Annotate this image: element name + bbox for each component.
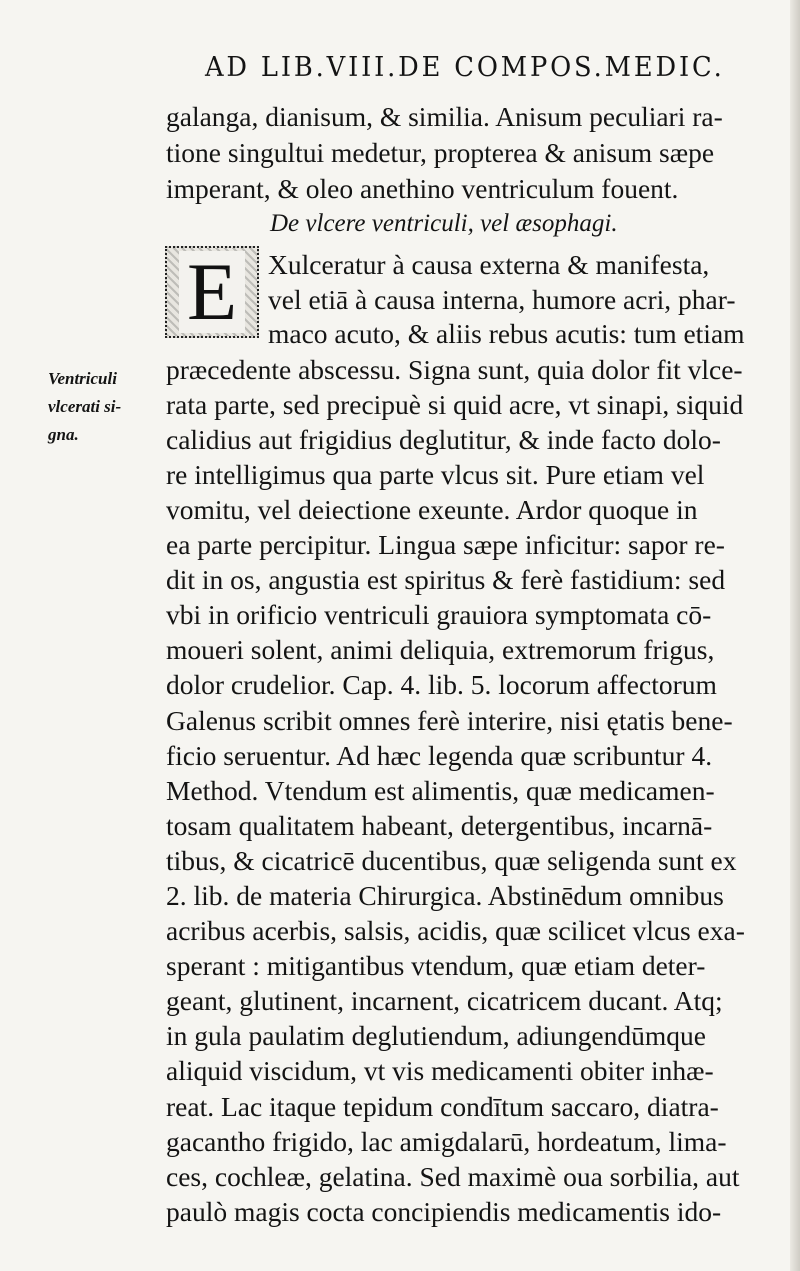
text-line: dolor crudelior. Cap. 4. lib. 5. locorum affectorum xyxy=(166,669,717,700)
text-line: tosam qualitatem habeant, detergentibus, incarnā- xyxy=(166,810,713,841)
marginal-note-line: vlcerati si- xyxy=(48,397,122,416)
text-line: vbi in orificio ventriculi grauiora symptomata cō- xyxy=(166,599,712,630)
running-head: AD LIB.VIII.DE COMPOS.MEDIC. xyxy=(205,52,725,83)
text-line: galanga, dianisum, & similia. Anisum peculiari ra- xyxy=(166,101,723,132)
text-line: ces, cochleæ, gelatina. Sed maximè oua sorbilia, aut xyxy=(166,1161,740,1192)
marginal-note-line: gna. xyxy=(48,425,79,444)
marginal-note-line: Ventriculi xyxy=(48,369,117,388)
text-line: calidius aut frigidius deglutitur, & inde facto dolo- xyxy=(166,424,721,455)
text-line: reat. Lac itaque tepidum condītum saccaro, diatra- xyxy=(166,1091,719,1122)
marginal-note xyxy=(48,365,160,449)
text-line: rata parte, sed precipuè si quid acre, vt sinapi, siquid xyxy=(166,389,744,420)
text-line: tibus, & cicatricē ducentibus, quæ seligenda sunt ex xyxy=(166,845,737,876)
text-line: dit in os, angustia est spiritus & ferè fastidium: sed xyxy=(166,564,726,595)
text-line: paulò magis cocta concipiendis medicamentis ido- xyxy=(166,1196,722,1227)
text-line: vomitu, vel deiectione exeunte. Ardor quoque in xyxy=(166,494,698,525)
text-line: præcedente abscessu. Signa sunt, quia dolor fit vlce- xyxy=(166,354,743,385)
drop-cap-initial xyxy=(165,246,259,338)
text-line: 2. lib. de materia Chirurgica. Abstinēdum omnibus xyxy=(166,880,724,911)
text-line: gacantho frigido, lac amigdalarū, hordeatum, lima- xyxy=(166,1126,727,1157)
text-line: vel etiā à causa interna, humore acri, phar- xyxy=(268,284,736,315)
page-edge xyxy=(790,0,800,1271)
text-line: Galenus scribit omnes ferè interire, nisi ętatis bene- xyxy=(166,705,733,736)
text-line: moueri solent, animi deliquia, extremorum frigus, xyxy=(166,634,715,665)
text-line: aliquid viscidum, vt vis medicamenti obiter inhæ- xyxy=(166,1055,714,1086)
text-line: in gula paulatim deglutiendum, adiungendūmque xyxy=(166,1020,706,1051)
text-line: acribus acerbis, salsis, acidis, quæ scilicet vlcus exa- xyxy=(166,915,745,946)
text-line: sperant : mitigantibus vtendum, quæ etiam deter- xyxy=(166,950,706,981)
section-heading: De vlcere ventriculi, vel æsophagi. xyxy=(270,210,618,237)
text-line: re intelligimus qua parte vlcus sit. Pure etiam vel xyxy=(166,459,705,490)
text-line: ea parte percipitur. Lingua sæpe inficitur: sapor re- xyxy=(166,529,725,560)
text-line: geant, glutinent, incarnent, cicatricem ducant. Atq; xyxy=(166,985,723,1016)
drop-cap-letter: E xyxy=(179,251,245,333)
text-line: ficio seruentur. Ad hæc legenda quæ scribuntur 4. xyxy=(166,740,713,771)
text-line: imperant, & oleo anethino ventriculum fouent. xyxy=(166,173,679,204)
text-line: Xulceratur à causa externa & manifesta, xyxy=(268,249,710,280)
text-line: Method. Vtendum est alimentis, quæ medicamen- xyxy=(166,775,715,806)
text-line: tione singultui medetur, propterea & anisum sæpe xyxy=(166,137,715,168)
text-line: maco acuto, & aliis rebus acutis: tum etiam xyxy=(268,318,745,349)
